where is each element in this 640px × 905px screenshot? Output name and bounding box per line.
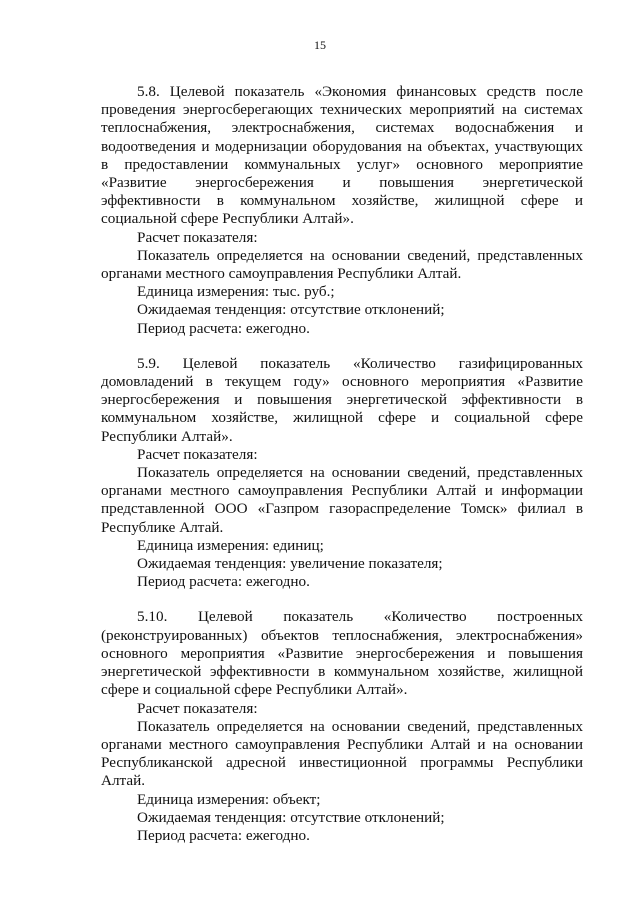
calc-text: Показатель определяется на основании сведений, представленных органами местного самоуправления Республики Алтай и информации представленной ООО «Газпром газораспределение Томск» филиал в Республике Алтай. [101,464,583,536]
indicator-heading: 5.9. Целевой показатель «Количество газифицированных домовладений в текущем году» основного мероприятия «Развитие энергосбережения и повышения энергетической эффективности в коммунальном хозяйстве, жилищной сфере и социальной сфере Республики Алтай». [101,354,583,445]
calc-label: Расчет показателя: [137,699,258,717]
indicator-heading: 5.8. Целевой показатель «Экономия финансовых средств после проведения энергосберегающих технических мероприятий на системах теплоснабжения, электроснабжения, системах водоснабжения и водоотведения и модернизации оборудования на объектах, участвующих в предоставлении коммунальных услуг» основного мероприятие «Развитие энергосбережения и повышения энергетической эффективности в коммунальном хозяйстве, жилищной сфере и социальной сфере Республики Алтай». [101,83,583,228]
unit-line: Единица измерения: единиц; [137,536,324,554]
trend-line: Ожидаемая тенденция: увеличение показателя; [137,555,443,573]
unit-line: Единица измерения: объект; [137,790,321,808]
calc-text: Показатель определяется на основании сведений, представленных органами местного самоуправления Республики Алтай. [101,246,583,283]
section-5-8 [101,83,583,338]
period-line: Период расчета: ежегодно. [137,573,310,591]
calc-text: Показатель определяется на основании сведений, представленных органами местного самоуправления Республики Алтай и на основании Республиканской адресной инвестиционной программы Республики Алтай. [101,717,583,790]
document-body [101,83,583,845]
section-5-9 [101,355,583,592]
calc-label: Расчет показателя: [137,228,258,246]
page-number: 15 [314,38,326,52]
section-5-10 [101,608,583,845]
calc-label: Расчет показателя: [137,445,258,463]
trend-line: Ожидаемая тенденция: отсутствие отклонений; [137,301,445,319]
period-line: Период расчета: ежегодно. [137,319,310,337]
period-line: Период расчета: ежегодно. [137,826,310,844]
indicator-heading: 5.10. Целевой показатель «Количество построенных (реконструированных) объектов теплоснабжения, электроснабжения» основного мероприятия «Развитие энергосбережения и повышения энергетической эффективности в коммунальном хозяйстве, жилищной сфере и социальной сфере Республики Алтай». [101,608,583,699]
unit-line: Единица измерения: тыс. руб.; [137,283,335,301]
trend-line: Ожидаемая тенденция: отсутствие отклонений; [137,808,445,826]
